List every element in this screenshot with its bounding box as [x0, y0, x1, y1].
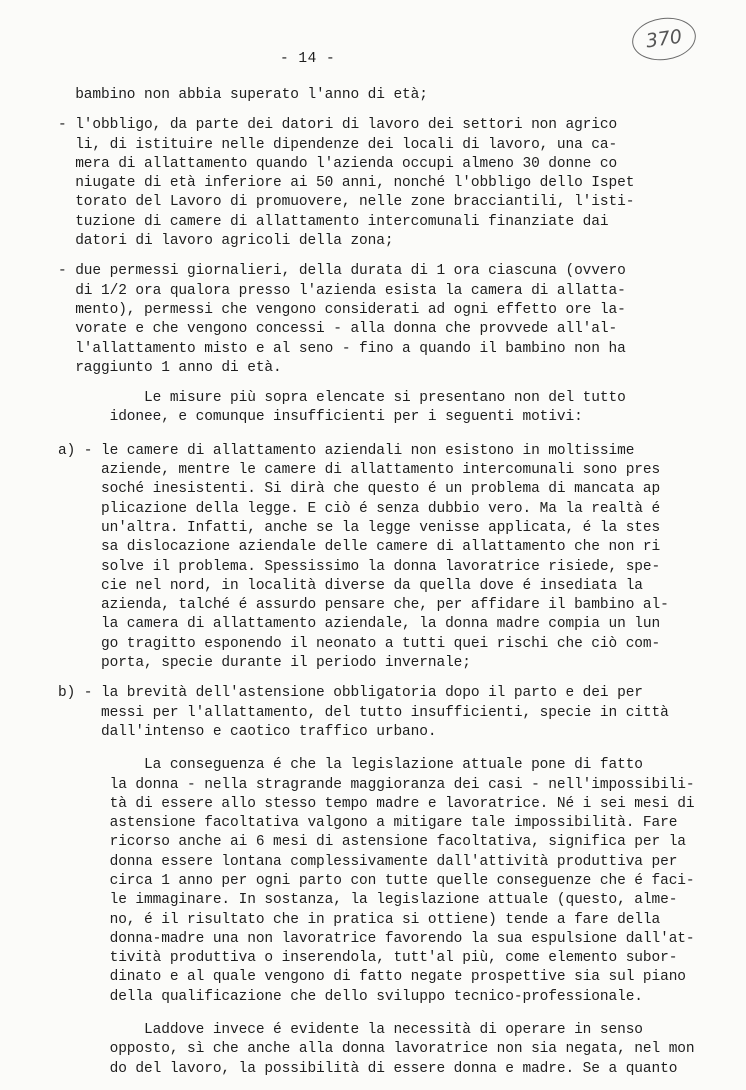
text-line: niugate di età inferiore ai 50 anni, nonché l'obbligo dello Ispet	[58, 175, 635, 192]
item-obbligo-camere	[58, 116, 688, 251]
text-line: mento), permessi che vengono considerati ad ogni effetto ore la-	[58, 301, 626, 318]
text-line: porta, specie durante il periodo invernale;	[58, 655, 471, 672]
text-line: no, é il risultato che in pratica si ottiene) tende a fare della	[58, 911, 661, 928]
text-line: vorate e che vengono concessi - alla donna che provvede all'al-	[58, 321, 618, 338]
text-line: le immaginare. In sostanza, la legislazione attuale (questo, alme-	[58, 892, 678, 909]
text-line: donna essere lontana complessivamente dall'attività produttiva per	[58, 853, 678, 870]
stamp-text: 370	[644, 25, 684, 53]
page-number: - 14 -	[280, 51, 336, 67]
reason-a	[58, 442, 688, 674]
continuation-line	[58, 86, 688, 105]
text-line: solve il problema. Spessissimo la donna lavoratrice risiede, spe-	[58, 558, 661, 575]
text-line: tuzione di camere di allattamento intercomunali finanziate dai	[58, 213, 609, 230]
paragraph-misure-intro	[58, 389, 688, 428]
text-line: bambino non abbia superato l'anno di età;	[58, 87, 428, 103]
text-line: mera di allattamento quando l'azienda occupi almeno 30 donne co	[58, 155, 618, 172]
text-line: la donna - nella stragrande maggioranza dei casi - nell'impossibili-	[58, 776, 695, 793]
text-line: Le misure più sopra elencate si presentano non del tutto	[58, 390, 626, 407]
text-line: tà di essere allo stesso tempo madre e lavoratrice. Né i sei mesi di	[58, 795, 695, 812]
archive-number-stamp	[629, 14, 698, 64]
text-line: messi per l'allattamento, del tutto insufficienti, specie in città	[58, 704, 669, 721]
text-line: - due permessi giornalieri, della durata di 1 ora ciascuna (ovvero	[58, 263, 626, 280]
text-line: azienda, talché é assurdo pensare che, per affidare il bambino al-	[58, 597, 669, 614]
text-line: do del lavoro, la possibilità di essere donna e madre. Se a quanto	[58, 1060, 678, 1077]
text-line: di 1/2 ora qualora presso l'azienda esista la camera di allatta-	[58, 282, 626, 299]
item-permessi-giornalieri	[58, 262, 688, 378]
paragraph-conseguenza	[58, 756, 695, 1007]
text-line: La conseguenza é che la legislazione attuale pone di fatto	[58, 757, 643, 774]
text-line: torato del Lavoro di promuovere, nelle zone bracciantili, l'isti-	[58, 194, 635, 211]
text-line: la camera di allattamento aziendale, la donna madre compia un lun	[58, 616, 661, 633]
text-line: b) - la brevità dell'astensione obbligatoria dopo il parto e dei per	[58, 685, 643, 702]
text-line: dinato e al quale vengono di fatto negate prospettive sia sul piano	[58, 969, 686, 986]
text-line: l'allattamento misto e al seno - fino a quando il bambino non ha	[58, 340, 626, 357]
reason-b	[58, 684, 688, 742]
text-line: idonee, e comunque insufficienti per i seguenti motivi:	[58, 409, 583, 426]
text-line: opposto, sì che anche alla donna lavoratrice non sia negata, nel mon	[58, 1041, 695, 1058]
text-line: tività produttiva o inserendola, tutt'al più, come elemento subor-	[58, 950, 678, 967]
text-line: astensione facoltativa valgono a mitigare tale impossibilità. Fare	[58, 815, 678, 832]
text-line: a) - le camere di allattamento aziendali non esistono in moltissime	[58, 442, 635, 459]
text-line: raggiunto 1 anno di età.	[58, 359, 282, 376]
text-line: donna-madre una non lavoratrice favorendo la sua espulsione dall'at-	[58, 930, 695, 947]
text-line: ricorso anche ai 6 mesi di astensione facoltativa, significa per la	[58, 834, 686, 851]
text-line: cie nel nord, in località diverse da quella dove é insediata la	[58, 577, 643, 594]
text-line: Laddove invece é evidente la necessità di operare in senso	[58, 1022, 643, 1039]
text-line: plicazione della legge. E ciò é senza dubbio vero. Ma la realtà é	[58, 500, 661, 517]
text-line: go tragitto esponendo il neonato a tutti quei rischi che ciò com-	[58, 635, 661, 652]
text-line: un'altra. Infatti, anche se la legge venisse applicata, é la stes	[58, 519, 661, 536]
text-line: sa dislocazione aziendale delle camere di allattamento che non ri	[58, 539, 661, 556]
text-line: circa 1 anno per ogni parto con tutte quelle conseguenze che é faci-	[58, 872, 695, 889]
text-line: - l'obbligo, da parte dei datori di lavoro dei settori non agrico	[58, 117, 618, 134]
text-line: datori di lavoro agricoli della zona;	[58, 233, 394, 250]
text-line: della qualificazione che dello sviluppo tecnico-professionale.	[58, 988, 643, 1005]
text-line: soché inesistenti. Si dirà che questo é un problema di mancata ap	[58, 481, 661, 498]
text-line: aziende, mentre le camere di allattamento intercomunali sono pres	[58, 462, 661, 479]
paragraph-laddove	[58, 1021, 695, 1079]
text-line: dall'intenso e caotico traffico urbano.	[58, 723, 437, 740]
text-line: li, di istituire nelle dipendenze dei locali di lavoro, una ca-	[58, 136, 618, 153]
document-body	[58, 86, 695, 1090]
